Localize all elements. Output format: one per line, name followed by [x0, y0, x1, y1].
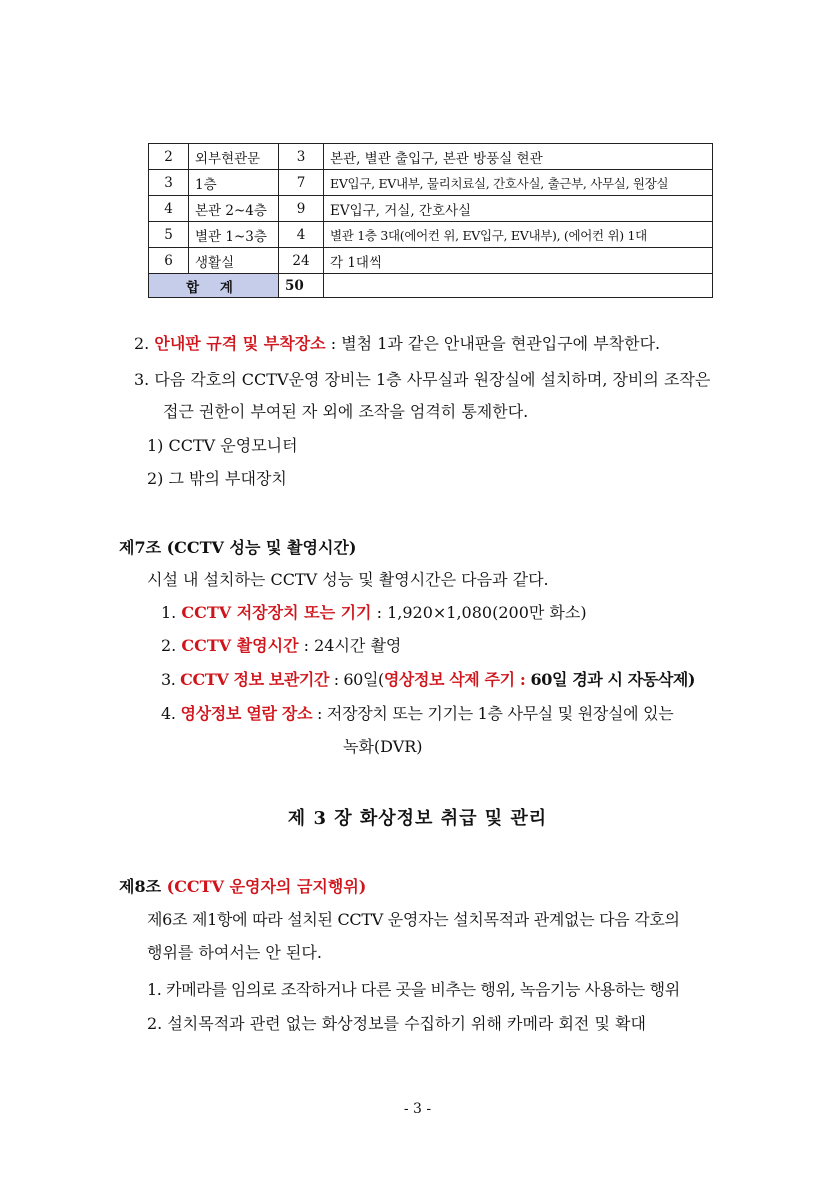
page-number: - 3 -	[403, 1101, 432, 1117]
cell-place: 본관 2~4층	[189, 196, 279, 222]
total-label: 합 계	[149, 274, 279, 298]
table-row	[149, 222, 713, 248]
article-8-item-1: 1. 카메라를 임의로 조작하거나 다른 곳을 비추는 행위, 녹음기능 사용하는 행위	[147, 980, 680, 999]
cell-detail: 별관 1층 3대(에어컨 위, EV입구, EV내부), (에어컨 위) 1대	[324, 222, 713, 248]
table-row	[149, 248, 713, 274]
cell-detail: EV입구, 거실, 간호사실	[324, 196, 713, 222]
article-7-item-4-cont: 녹화(DVR)	[343, 737, 423, 756]
article-7-title: 제7조 (CCTV 성능 및 촬영시간)	[119, 538, 357, 557]
cell-place: 외부현관문	[189, 144, 279, 170]
item-2: 2. 안내판 규격 및 부착장소 : 별첨 1과 같은 안내판을 현관입구에 부착한다.	[134, 334, 661, 353]
table-row	[149, 170, 713, 196]
cell-place: 1층	[189, 170, 279, 196]
table-row	[149, 144, 713, 170]
total-empty-cell	[324, 274, 713, 298]
article-7-intro: 시설 내 설치하는 CCTV 성능 및 촬영시간은 다음과 같다.	[147, 570, 549, 589]
item-3-line1: 3. 다음 각호의 CCTV운영 장비는 1층 사무실과 원장실에 설치하며, 장비의 조작은	[134, 370, 711, 389]
article-7-item-4: 4. 영상정보 열람 장소 : 저장장치 또는 기기는 1층 사무실 및 원장실에 있는	[161, 704, 674, 723]
article-7-item-3: 3. CCTV 정보 보관기간 : 60일(영상정보 삭제 주기 : 60일 경과 시 자동삭제)	[161, 670, 696, 689]
cell-count: 24	[279, 248, 324, 274]
article-8-title: 제8조 (CCTV 운영자의 금지행위)	[119, 877, 367, 896]
cell-count: 3	[279, 144, 324, 170]
cell-detail: 본관, 별관 출입구, 본관 방풍실 현관	[324, 144, 713, 170]
cell-place: 생활실	[189, 248, 279, 274]
cell-no: 3	[149, 170, 189, 196]
cell-detail: 각 1대씩	[324, 248, 713, 274]
cell-count: 9	[279, 196, 324, 222]
cell-no: 4	[149, 196, 189, 222]
cell-no: 5	[149, 222, 189, 248]
total-count: 50	[279, 274, 324, 298]
item-3-line2: 접근 권한이 부여된 자 외에 조작을 엄격히 통제한다.	[163, 402, 529, 421]
cell-no: 6	[149, 248, 189, 274]
sub-item-2: 2) 그 밖의 부대장치	[147, 469, 287, 488]
table-total-row	[149, 274, 713, 298]
cell-detail: EV입구, EV내부, 물리치료실, 간호사실, 출근부, 사무실, 원장실	[324, 170, 713, 196]
cell-count: 7	[279, 170, 324, 196]
article-8-para-line2: 행위를 하여서는 안 된다.	[147, 943, 322, 962]
table-row	[149, 196, 713, 222]
chapter-3-title: 제 3 장 화상정보 취급 및 관리	[287, 808, 548, 829]
cctv-location-table	[148, 143, 713, 298]
cell-count: 4	[279, 222, 324, 248]
article-7-item-2: 2. CCTV 촬영시간 : 24시간 촬영	[161, 636, 402, 655]
article-8-item-2: 2. 설치목적과 관련 없는 화상정보를 수집하기 위해 카메라 회전 및 확대	[147, 1014, 646, 1033]
sub-item-1: 1) CCTV 운영모니터	[147, 436, 298, 455]
article-7-item-1: 1. CCTV 저장장치 또는 기기 : 1,920×1,080(200만 화소)	[161, 603, 587, 622]
article-8-para-line1: 제6조 제1항에 따라 설치된 CCTV 운영자는 설치목적과 관계없는 다음 각호의	[147, 910, 680, 929]
cell-no: 2	[149, 144, 189, 170]
cell-place: 별관 1~3층	[189, 222, 279, 248]
